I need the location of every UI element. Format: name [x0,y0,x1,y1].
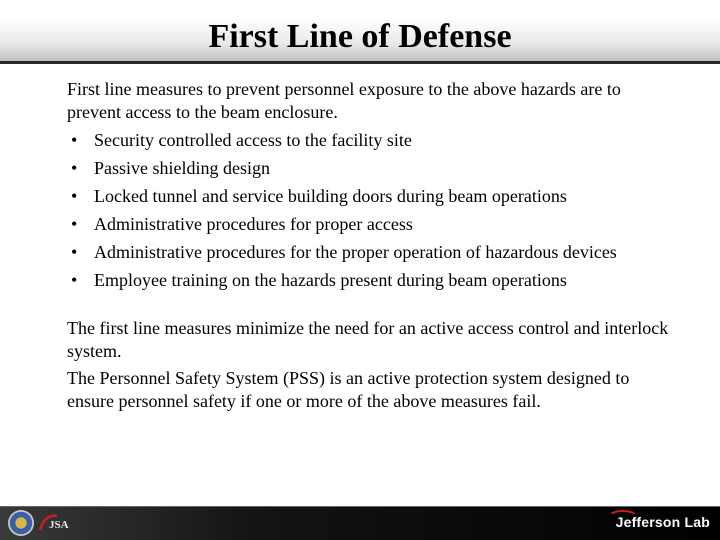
lab-name: Jefferson Lab [615,514,710,530]
bullet-text: Administrative procedures for proper access [94,214,413,234]
footer-divider [0,506,720,507]
paragraph-access-control: The first line measures minimize the need for an active access control and interlock system. [67,318,669,361]
paragraph-pss: The Personnel Safety System (PSS) is an active protection system designed to ensure personnel safety if one or more of the above measures fail. [67,368,630,411]
bullet-icon: • [71,242,78,262]
bullet-text: Security controlled access to the facility site [94,130,412,150]
doe-seal-icon [8,510,34,536]
list-item [67,185,677,208]
list-item [67,213,677,236]
bullet-icon: • [71,270,78,290]
jsa-logo-text: JSA [49,519,69,531]
bullet-text: Passive shielding design [94,158,270,178]
bullet-text: Administrative procedures for the proper operation of hazardous devices [94,242,617,262]
list-item [67,157,677,180]
footer-bar [0,506,720,540]
list-item [67,129,677,152]
jefferson-lab-logo-icon [604,508,710,538]
title-bar [0,0,720,62]
bullet-list [67,129,677,292]
slide-title: First Line of Defense [208,18,512,55]
bullet-text: Employee training on the hazards present during beam operations [94,270,567,290]
bullet-text: Locked tunnel and service building doors during beam operations [94,186,567,206]
bullet-icon: • [71,158,78,178]
bullet-icon: • [71,186,78,206]
jsa-logo-icon [37,512,75,534]
intro-paragraph: First line measures to prevent personnel exposure to the above hazards are to prevent access to the beam enclosure. [67,79,621,122]
title-divider [0,61,720,64]
slide-content [67,78,677,413]
list-item [67,269,677,292]
list-item [67,241,677,264]
bullet-icon: • [71,130,78,150]
bullet-icon: • [71,214,78,234]
